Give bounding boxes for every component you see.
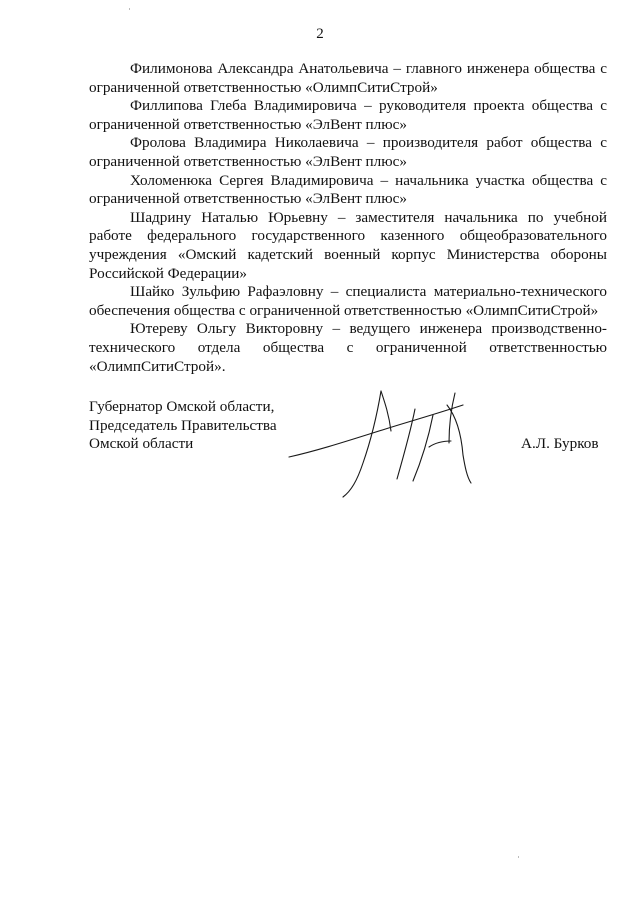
scan-speck bbox=[129, 8, 130, 10]
signatory-title bbox=[89, 398, 277, 454]
document-body bbox=[89, 60, 607, 376]
paragraph-kholomenyuk: Холоменюка Сергея Владимировича – начальника участка общества с ограниченной ответственностью «ЭлВент плюс» bbox=[89, 171, 607, 208]
scan-speck bbox=[518, 856, 519, 858]
signatory-name: А.Л. Бурков bbox=[521, 435, 599, 452]
paragraph-yutereva: Ютереву Ольгу Викторовну – ведущего инженера производственно-технического отдела общества с ограниченной ответственностью «ОлимпСитиСтрой». bbox=[89, 320, 607, 375]
paragraph-frolov: Фролова Владимира Николаевича – производителя работ общества с ограниченной ответственностью «ЭлВент плюс» bbox=[89, 134, 607, 170]
paragraph-filimonov: Филимонова Александра Анатольевича – главного инженера общества с ограниченной ответственностью «ОлимпСитиСтрой» bbox=[89, 60, 607, 96]
signatory-title-line2: Председатель Правительства bbox=[89, 416, 277, 434]
signatory-title-line3: Омской области bbox=[89, 435, 194, 453]
paragraph-shayko: Шайко Зульфию Рафаэловну – специалиста материально-технического обеспечения общества с ограниченной ответственностью «ОлимпСитиСтрой» bbox=[89, 283, 607, 319]
signatory-title-line1: Губернатор Омской области, bbox=[89, 398, 275, 415]
handwritten-signature bbox=[285, 385, 485, 505]
paragraph-fillipov: Филлипова Глеба Владимировича – руководителя проекта общества с ограниченной ответственностью «ЭлВент плюс» bbox=[89, 97, 607, 133]
page-number: 2 bbox=[316, 26, 324, 42]
paragraph-shadrina: Шадрину Наталью Юрьевну – заместителя начальника по учебной работе федерального государственного казенного общеобразовательного учреждения «Омский кадетский военный корпус Министерства обороны Российской Федерации» bbox=[89, 208, 607, 282]
